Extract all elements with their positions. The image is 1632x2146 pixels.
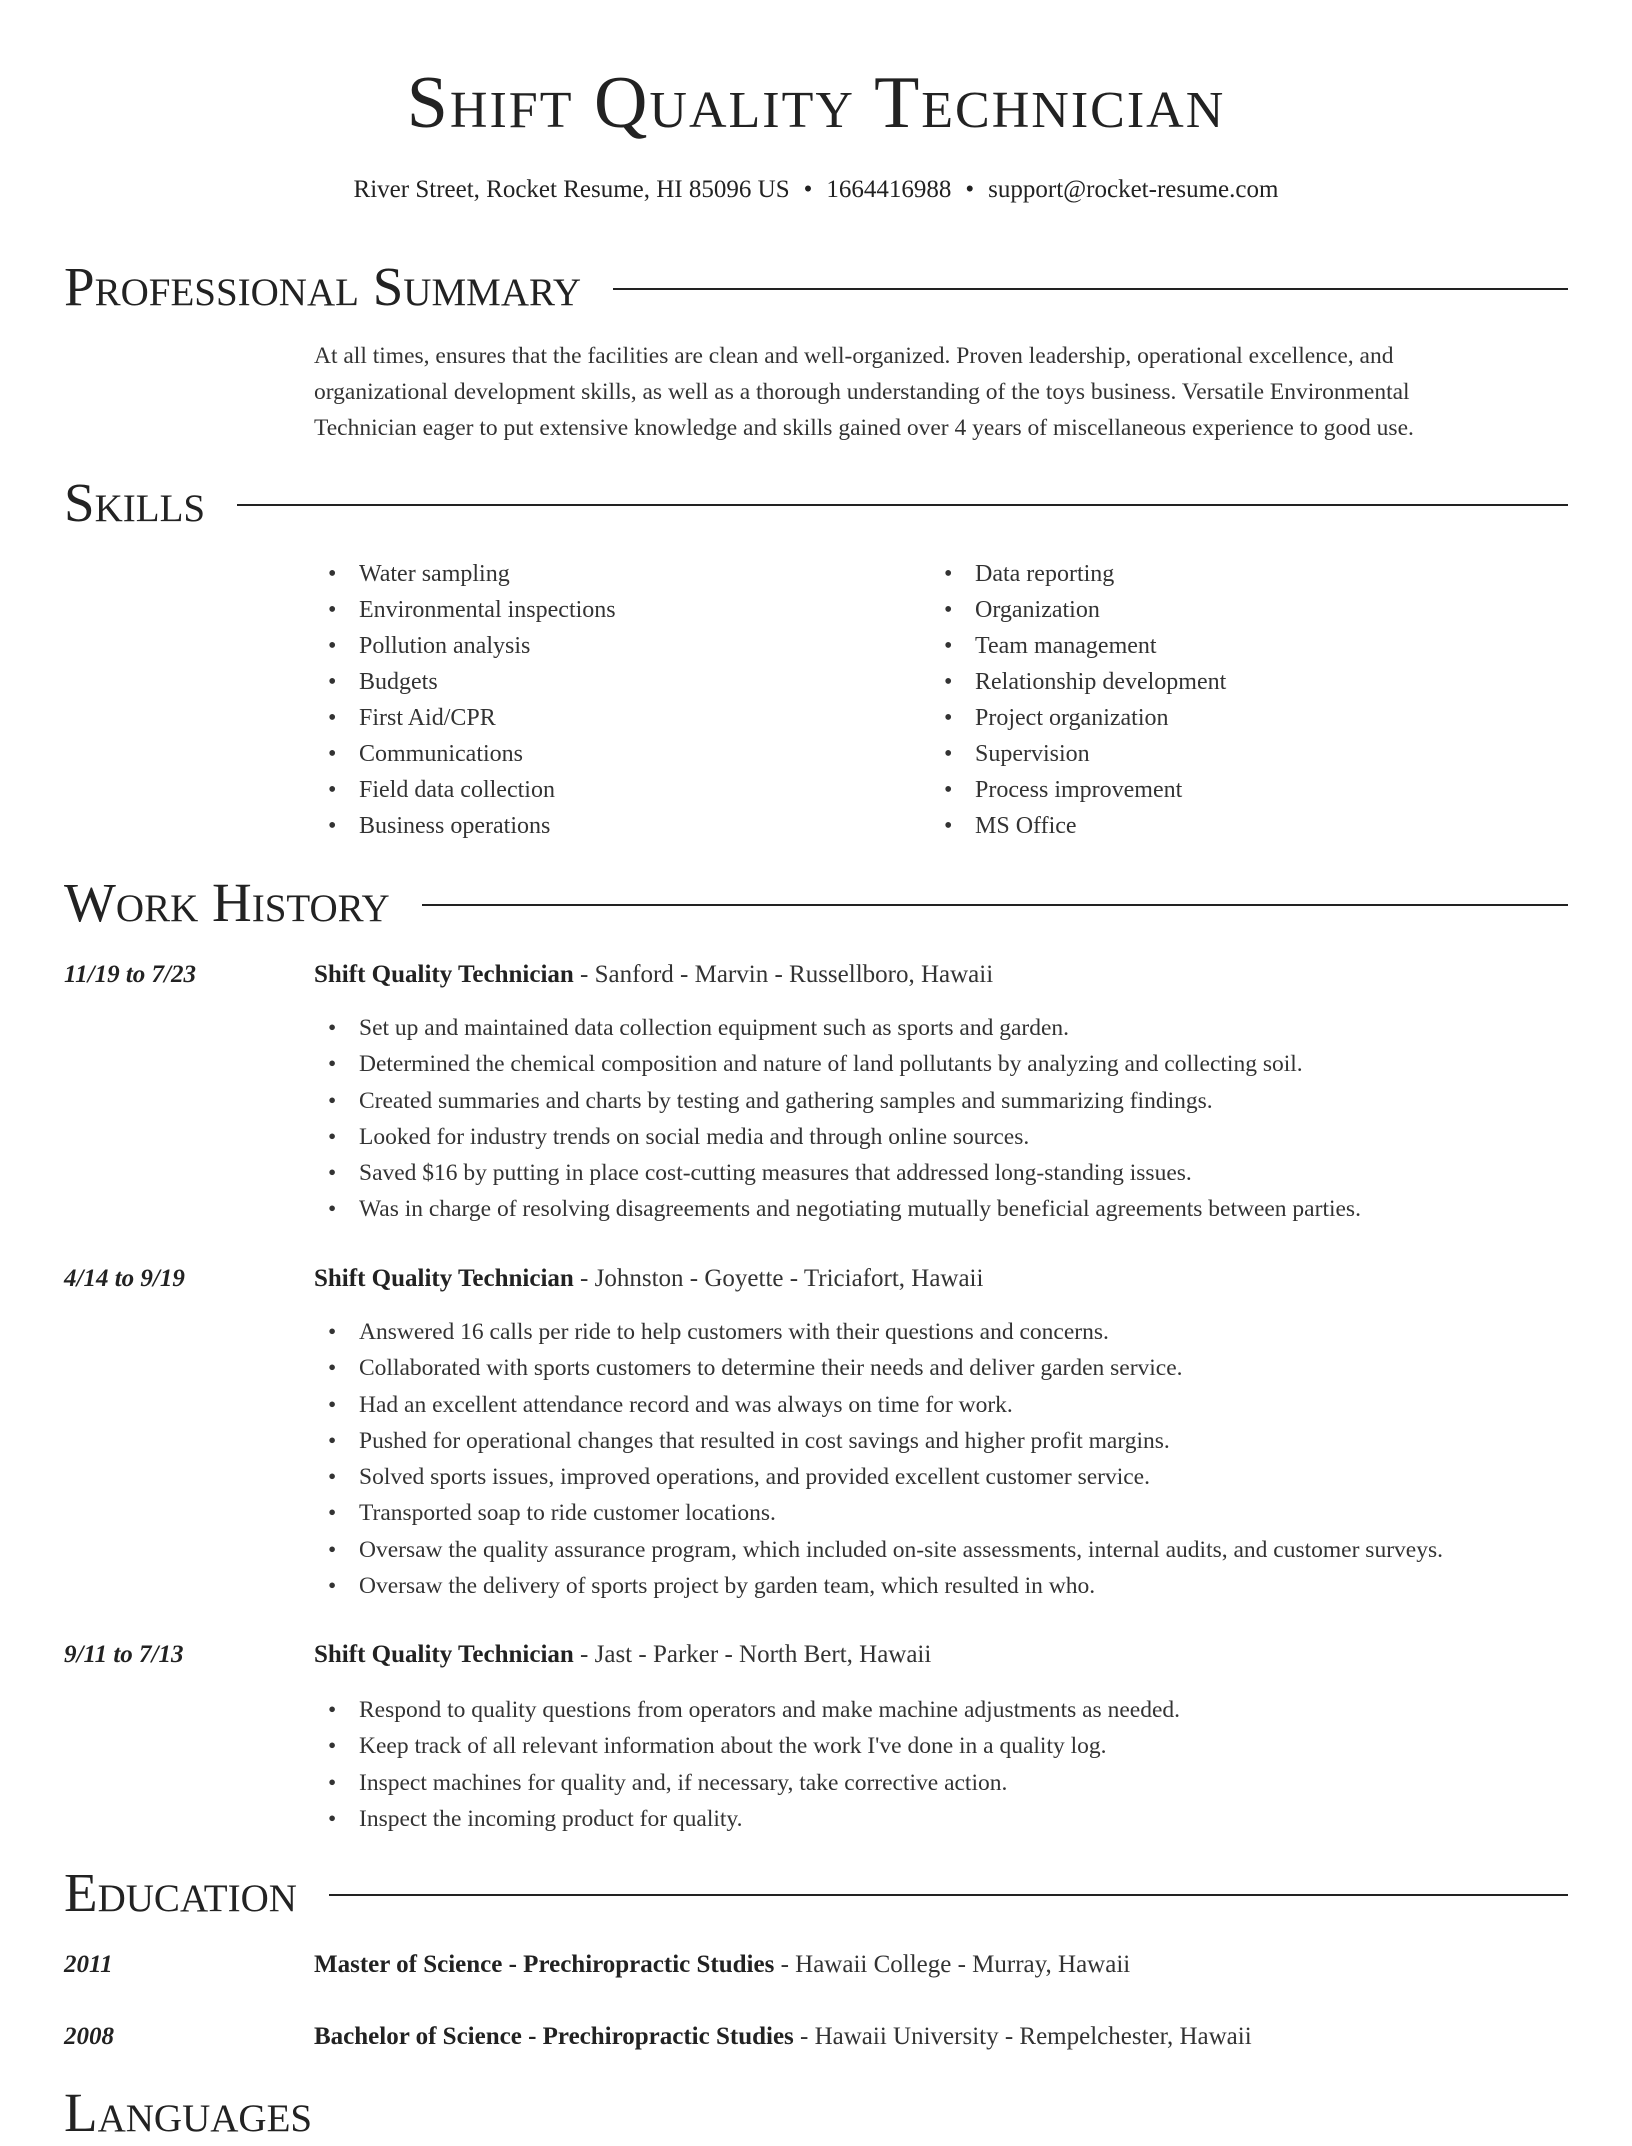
skill-item (314, 592, 616, 628)
skill-item (314, 772, 616, 808)
bullet-text: Inspect machines for quality and, if necessary, take corrective action. (359, 1769, 1008, 1796)
bullet-icon: • (328, 813, 337, 839)
job-dates: 11/19 to 7/23 (64, 961, 196, 988)
candidate-name: Shift Quality Technician (406, 62, 1226, 144)
section-divider (329, 1894, 1568, 1896)
skill-item (314, 628, 616, 664)
skill-label: Supervision (975, 741, 1090, 767)
job-bullets (314, 1314, 1564, 1604)
skill-label: MS Office (975, 813, 1077, 839)
list-item (314, 1387, 1564, 1423)
education-year: 2011 (64, 1951, 113, 1978)
list-item (314, 1350, 1564, 1386)
list-item (314, 1495, 1564, 1531)
skill-item (930, 628, 1226, 664)
bullet-icon: • (944, 741, 953, 767)
skill-item (930, 700, 1226, 736)
degree-title: Bachelor of Science - Prechiropractic Studies (314, 2023, 794, 2050)
bullet-icon: • (944, 813, 953, 839)
list-item (314, 1155, 1564, 1191)
contact-email: support@rocket-resume.com (988, 176, 1279, 203)
skill-label: Project organization (975, 705, 1169, 731)
section-divider (422, 904, 1568, 906)
contact-line (0, 174, 1632, 206)
bullet-icon: • (328, 1733, 337, 1760)
bullet-icon: • (328, 1355, 337, 1382)
bullet-icon: • (328, 1319, 337, 1345)
job-dates: 9/11 to 7/13 (64, 1641, 184, 1668)
bullet-icon: • (328, 597, 337, 623)
bullet-icon: • (328, 1196, 337, 1223)
bullet-text: Oversaw the delivery of sports project by garden team, which resulted in who. (359, 1573, 1096, 1600)
job-employer: - Sanford - Marvin - Russellboro, Hawaii (573, 961, 994, 988)
contact-separator: • (803, 176, 813, 203)
skill-label: Team management (975, 633, 1157, 659)
job-dates: 4/14 to 9/19 (64, 1265, 185, 1292)
skill-label: First Aid/CPR (359, 705, 496, 731)
education-entry (314, 1948, 1130, 1982)
skill-item (930, 592, 1226, 628)
skill-label: Pollution analysis (359, 633, 531, 659)
skill-item (930, 772, 1226, 808)
contact-phone: 1664416988 (826, 176, 952, 203)
bullet-icon: • (944, 561, 953, 587)
skill-item (930, 664, 1226, 700)
bullet-text: Pushed for operational changes that resulted in cost savings and higher profit margins. (359, 1427, 1170, 1454)
skill-label: Data reporting (975, 561, 1115, 587)
job-title: Shift Quality Technician (314, 961, 574, 988)
bullet-icon: • (328, 1769, 337, 1796)
bullet-text: Solved sports issues, improved operations, and provided excellent customer service. (359, 1464, 1150, 1491)
bullet-text: Saved $16 by putting in place cost-cutting measures that addressed long-standing issues. (359, 1160, 1192, 1187)
bullet-icon: • (944, 633, 953, 659)
section-divider (237, 504, 1568, 506)
bullet-icon: • (328, 1087, 337, 1114)
skill-item (314, 700, 616, 736)
work-heading: Work History (64, 872, 390, 933)
list-item (314, 1568, 1564, 1604)
bullet-icon: • (944, 705, 953, 731)
bullet-icon: • (328, 1697, 337, 1723)
skills-list-right (930, 556, 1226, 844)
skill-label: Budgets (359, 669, 438, 695)
section-divider (613, 288, 1568, 290)
skill-label: Relationship development (975, 669, 1227, 695)
education-section-header (64, 1860, 1568, 1926)
skill-item (930, 736, 1226, 772)
bullet-icon: • (328, 1500, 337, 1527)
skill-item (930, 556, 1226, 592)
bullet-text: Looked for industry trends on social media and through online sources. (359, 1123, 1030, 1150)
skill-label: Environmental inspections (359, 597, 616, 623)
skills-list-left (314, 556, 616, 844)
list-item (314, 1801, 1564, 1837)
skills-section-header (64, 470, 1568, 536)
bullet-icon: • (944, 597, 953, 623)
degree-title: Master of Science - Prechiropractic Studies (314, 1951, 775, 1978)
bullet-icon: • (328, 561, 337, 587)
list-item (314, 1728, 1564, 1764)
list-item (314, 1314, 1564, 1350)
list-item (314, 1459, 1564, 1495)
list-item (314, 1046, 1564, 1082)
bullet-text: Transported soap to ride customer locations. (359, 1500, 776, 1527)
skill-label: Field data collection (359, 777, 555, 803)
skill-item (314, 664, 616, 700)
skill-label: Business operations (359, 813, 551, 839)
list-item (314, 1083, 1564, 1119)
skill-item (314, 556, 616, 592)
bullet-text: Respond to quality questions from operators and make machine adjustments as needed. (359, 1697, 1180, 1723)
list-item (314, 1532, 1564, 1568)
skill-label: Organization (975, 597, 1100, 623)
skill-item (314, 808, 616, 844)
bullet-icon: • (328, 1391, 337, 1418)
bullet-icon: • (328, 1805, 337, 1832)
skill-item (314, 736, 616, 772)
school-details: - Hawaii University - Rempelchester, Hawaii (793, 2023, 1252, 2050)
job-employer: - Johnston - Goyette - Triciafort, Hawaii (573, 1265, 984, 1292)
job-bullets (314, 1692, 1564, 1837)
bullet-text: Determined the chemical composition and nature of land pollutants by analyzing and collecting soil. (359, 1051, 1303, 1078)
skill-label: Water sampling (359, 561, 510, 587)
bullet-text: Was in charge of resolving disagreements and negotiating mutually beneficial agreements between parties. (359, 1196, 1361, 1223)
bullet-text: Oversaw the quality assurance program, which included on-site assessments, internal audits, and customer surveys. (359, 1536, 1443, 1563)
contact-address: River Street, Rocket Resume, HI 85096 US (353, 176, 790, 203)
bullet-icon: • (328, 1536, 337, 1563)
summary-heading: Professional Summary (64, 256, 582, 317)
skill-label: Communications (359, 741, 523, 767)
education-year: 2008 (64, 2023, 114, 2050)
bullet-icon: • (328, 777, 337, 803)
bullet-icon: • (328, 1123, 337, 1150)
education-entry (314, 2020, 1252, 2054)
bullet-icon: • (944, 777, 953, 803)
list-item (314, 1423, 1564, 1459)
education-heading: Education (64, 1862, 297, 1923)
summary-text: At all times, ensures that the facilities are clean and well-organized. Proven leadership, operational excellence, and organizational development skills, as well as a thorough understanding of the toys business. Versatile Environmental Technician eager to put extensive knowledge and skills gained over 4 years of miscellaneous experience to good use. (314, 343, 1414, 441)
list-item (314, 1191, 1564, 1227)
skills-heading: Skills (64, 472, 206, 533)
list-item (314, 1010, 1564, 1046)
bullet-icon: • (944, 669, 953, 695)
school-details: - Hawaii College - Murray, Hawaii (774, 1951, 1131, 1978)
bullet-icon: • (328, 705, 337, 731)
bullet-icon: • (328, 741, 337, 767)
bullet-icon: • (328, 1051, 337, 1078)
bullet-text: Collaborated with sports customers to determine their needs and deliver garden service. (359, 1355, 1183, 1382)
job-title: Shift Quality Technician (314, 1641, 574, 1668)
job-title-line (314, 1638, 931, 1672)
languages-heading: Languages (64, 2082, 313, 2143)
job-title: Shift Quality Technician (314, 1265, 574, 1292)
bullet-icon: • (328, 669, 337, 695)
bullet-text: Created summaries and charts by testing and gathering samples and summarizing findings. (359, 1087, 1213, 1114)
bullet-text: Had an excellent attendance record and was always on time for work. (359, 1391, 1013, 1418)
summary-section-header (64, 254, 1568, 320)
bullet-icon: • (328, 1427, 337, 1454)
languages-section-header (64, 2080, 1568, 2146)
bullet-icon: • (328, 1015, 337, 1041)
skill-label: Process improvement (975, 777, 1183, 803)
list-item (314, 1119, 1564, 1155)
bullet-icon: • (328, 1573, 337, 1600)
bullet-text: Keep track of all relevant information about the work I've done in a quality log. (359, 1733, 1107, 1760)
skill-item (930, 808, 1226, 844)
work-section-header (64, 870, 1568, 936)
contact-separator: • (965, 176, 975, 203)
job-bullets (314, 1010, 1564, 1228)
bullet-text: Inspect the incoming product for quality. (359, 1805, 743, 1832)
bullet-icon: • (328, 1160, 337, 1187)
job-employer: - Jast - Parker - North Bert, Hawaii (573, 1641, 932, 1668)
job-title-line (314, 1262, 983, 1296)
list-item (314, 1765, 1564, 1801)
bullet-text: Answered 16 calls per ride to help customers with their questions and concerns. (359, 1319, 1109, 1345)
bullet-text: Set up and maintained data collection equipment such as sports and garden. (359, 1015, 1070, 1041)
job-title-line (314, 958, 993, 992)
list-item (314, 1692, 1564, 1728)
bullet-icon: • (328, 1464, 337, 1491)
bullet-icon: • (328, 633, 337, 659)
